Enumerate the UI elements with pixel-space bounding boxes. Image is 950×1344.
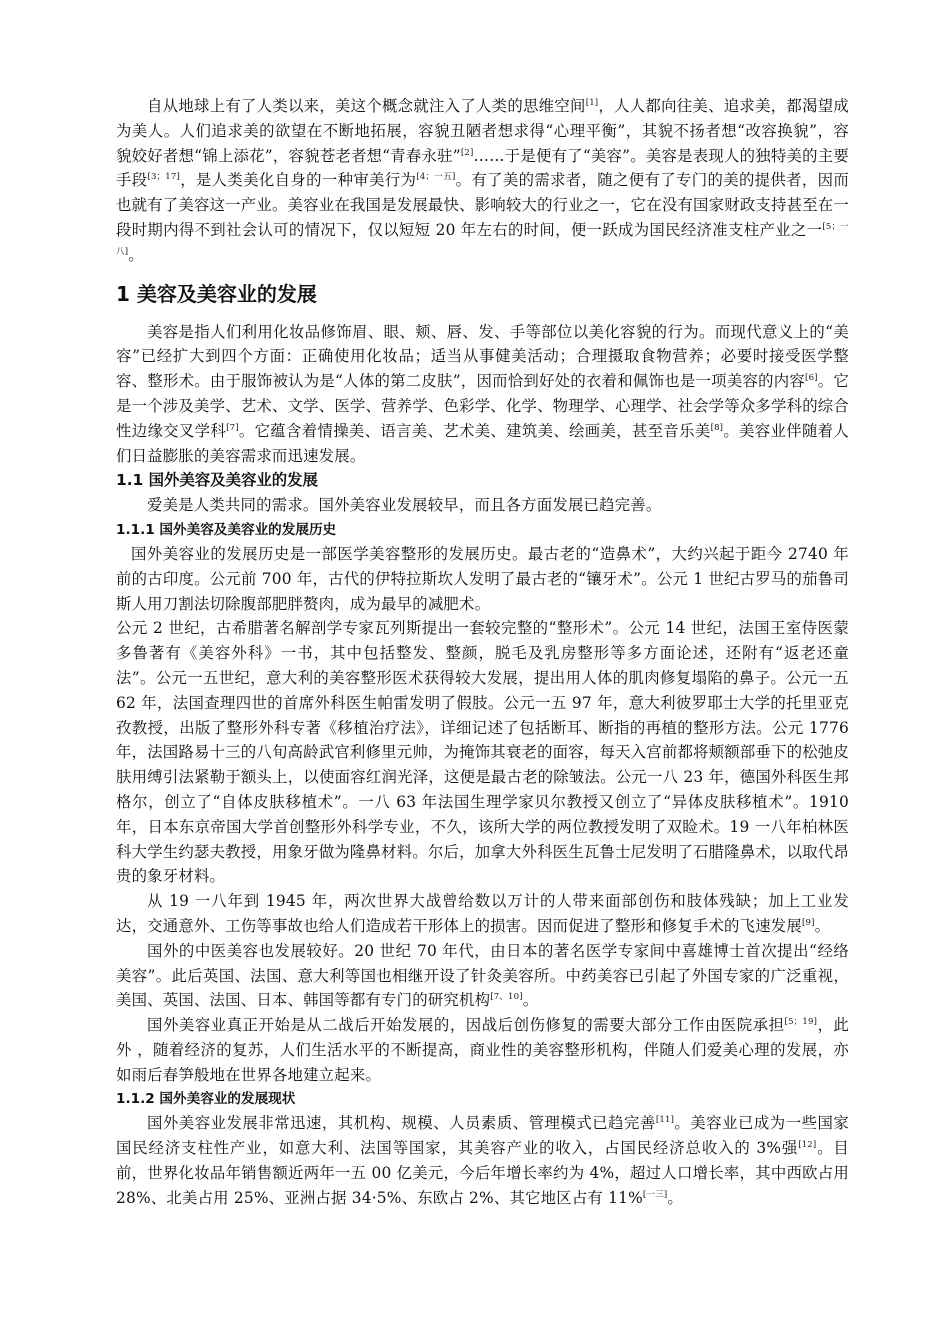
text-run: 。 — [522, 991, 539, 1010]
citation: [一三] — [642, 1189, 668, 1200]
citation: [11] — [655, 1115, 675, 1126]
text-run: 。 — [128, 245, 144, 264]
text-run: ……于是便有了“美容”。美容是表现人的独特美的主要手段 — [116, 146, 849, 190]
history-paragraph-5 — [116, 1013, 849, 1087]
document-page — [116, 94, 849, 1211]
text-run: 。目前，世界化妆品年销售额近两年一五 00 亿美元，今后年增长率约为 4%，超过人口增长率，其中西欧占用 28%、北美占用 25%、亚洲占据 34·5%、东欧占 2%、其它地区占有 11% — [116, 1139, 849, 1207]
citation: [5；19] — [784, 1017, 818, 1028]
citation: [1] — [585, 98, 599, 108]
history-paragraph-1: 国外美容业的发展历史是一部医学美容整形的发展历史。最古老的“造鼻术”，大约兴起于距今 2740 年前的古印度。公元前 700 年，古代的伊特拉斯坎人发明了最古老的“镶牙术”。公元 1 世纪古罗马的茄鲁司斯人用刀割法切除腹部肥胖赘肉，成为最早的减肥术。 — [116, 544, 849, 613]
citation: [6] — [805, 373, 818, 384]
section-1-1-2-heading: 1.1.2 国外美容业的发展现状 — [116, 1091, 296, 1108]
text-run: 国外的中医美容也发展较好。20 世纪 70 年代，由日本的著名医学专家间中喜雄博士首次提出“经络美容”。此后英国、法国、意大利等国也相继开设了针灸美容所。中药美容已引起了外国专家的广泛重视，美国、英国、法国、日本、韩国等都有专门的研究机构 — [116, 941, 849, 1010]
citation: [4；一五] — [416, 172, 456, 183]
status-paragraph — [116, 1111, 849, 1210]
text-run: 国外美容业发展非常迅速，其机构、规模、人员素质、管理模式已趋完善 — [147, 1114, 656, 1133]
text-run: 。美容业伴随着人们日益膨胀的美容需求而迅速发展。 — [116, 421, 849, 465]
history-paragraph-3 — [116, 889, 849, 939]
history-paragraph-2: 公元 2 世纪，古希腊著名解剖学专家瓦列斯提出一套较完整的“整形术”。公元 14 世纪，法国王室侍医蒙多鲁著有《美容外科》一书，其中包括整发、整颜，脱毛及乳房整形等多方面论述，还附有“返老还童法”。公元一五世纪，意大利的美容整形医术获得较大发展，提出用人体的肌肉修复塌陷的鼻子。公元一五 62 年，法国查理四世的首席外科医生帕雷发明了假肢。公元一五 97 年，意大利彼罗耶士大学的托里亚克孜教授，出版了整形外科专著《移植治疗法》，详细记述了包括断耳、断指的再植的整形方法。公元 1776 年，法国路易十三的八旬高龄武官利修里元帅，为掩饰其衰老的面容，每天入宫前都将颊额部垂下的松弛皮肤用缚引法紧勒于额头上，以使面容红润光泽，这便是最古老的除皱法。公元一八 23 年，德国外科医生邦格尔，创立了“自体皮肤移植术”。一八 63 年法国生理学家贝尔教授又创立了“异体皮肤移植术”。1910 年，日本东京帝国大学首创整形外科学专业，不久，该所大学的两位教授发明了双睑术。19 一八年柏林医科大学生约瑟夫教授，用象牙做为隆鼻材料。尔后，加拿大外科医生瓦鲁士尼发明了石腊隆鼻术，以取代昂贵的象牙材料。 — [116, 619, 849, 886]
text-run: 。美容业已成为一些国家国民经济支柱性产业，如意大利、法国等国家，其美容产业的收入，占国民经济总收入的 3%强 — [116, 1114, 850, 1158]
text-run: 自从地球上有了人类以来，美这个概念就注入了人类的思维空间 — [147, 97, 586, 115]
text-run: ，是人类美化自身的一种审美行为 — [180, 171, 417, 190]
text-run: 。 — [814, 916, 831, 935]
citation: [9] — [802, 917, 815, 928]
text-run: ，此外 ，随着经济的复苏，人们生活水平的不断提高，商业性的美容整形机构，伴随人们爱美心理的发展，亦如雨后春笋般地在世界各地建立起来。 — [116, 1016, 849, 1084]
citation: [5；一八] — [116, 221, 849, 257]
text-run: 国外美容业真正开始是从二战后开始发展的，因战后创伤修复的需要大部分工作由医院承担 — [147, 1016, 785, 1035]
citation: [12] — [798, 1140, 817, 1151]
citation: [8] — [710, 422, 724, 433]
text-run: 。它是一个涉及美学、艺术、文学、医学、营养学、色彩学、化学、物理学、心理学、社会学等众多学科的综合性边缘交叉学科 — [116, 372, 849, 440]
citation: [7] — [226, 422, 239, 433]
intro-paragraph — [116, 94, 849, 268]
section-1-1-paragraph: 爱美是人类共同的需求。国外美容业发展较早，而且各方面发展已趋完善。 — [147, 496, 662, 515]
section-1-paragraph — [116, 320, 849, 469]
citation: [2] — [460, 147, 474, 158]
section-1-heading: 1 美容及美容业的发展 — [116, 281, 317, 306]
citation: [3；17] — [147, 172, 181, 183]
text-run: 从 19 一八年到 1945 年，两次世界大战曾给数以万计的人带来面部创伤和肢体残缺；加上工业发达，交通意外、工伤等事故也给人们造成若干形体上的损害。因而促进了整形和修复手术的飞速发展 — [116, 892, 849, 935]
history-paragraph-4 — [116, 939, 849, 1013]
text-run: ，人人都向往美、追求美，都渴望成为美人。人们追求美的欲望在不断地拓展，容貌丑陋者想求得“心理平衡”，其貌不扬者想“改容换貌”，容貌姣好者想“锦上添花”，容貌苍老者想“青春永驻” — [116, 97, 850, 165]
text-run: 。有了美的需求者，随之便有了专门的美的提供者，因而也就有了美容这一产业。美容业在我国是发展最快、影响较大的行业之一，它在没有国家财政支持甚至在一段时期内得不到社会认可的情况下，仅以短短 20 年左右的时间，便一跃成为国民经济准支柱产业之一 — [116, 171, 849, 239]
text-run: 。它蕴含着情操美、语言美、艺术美、建筑美、绘画美，甚至音乐美 — [238, 421, 711, 440]
text-run: 美容是指人们利用化妆品修饰眉、眼、颊、唇、发、手等部位以美化容貌的行为。而现代意义上的“美容”已经扩大到四个方面：正确使用化妆品；适当从事健美活动；合理摄取食物营养；必要时接受医学整容、整形术。由于服饰被认为是“人体的第二皮肤”，因而恰到好处的衣着和佩饰也是一项美容的内容 — [116, 322, 849, 391]
citation: [7、10] — [490, 992, 523, 1003]
section-1-1-heading: 1.1 国外美容及美容业的发展 — [116, 471, 318, 490]
section-1-1-1-heading: 1.1.1 国外美容及美容业的发展历史 — [116, 521, 337, 538]
text-run: 。 — [667, 1188, 683, 1207]
